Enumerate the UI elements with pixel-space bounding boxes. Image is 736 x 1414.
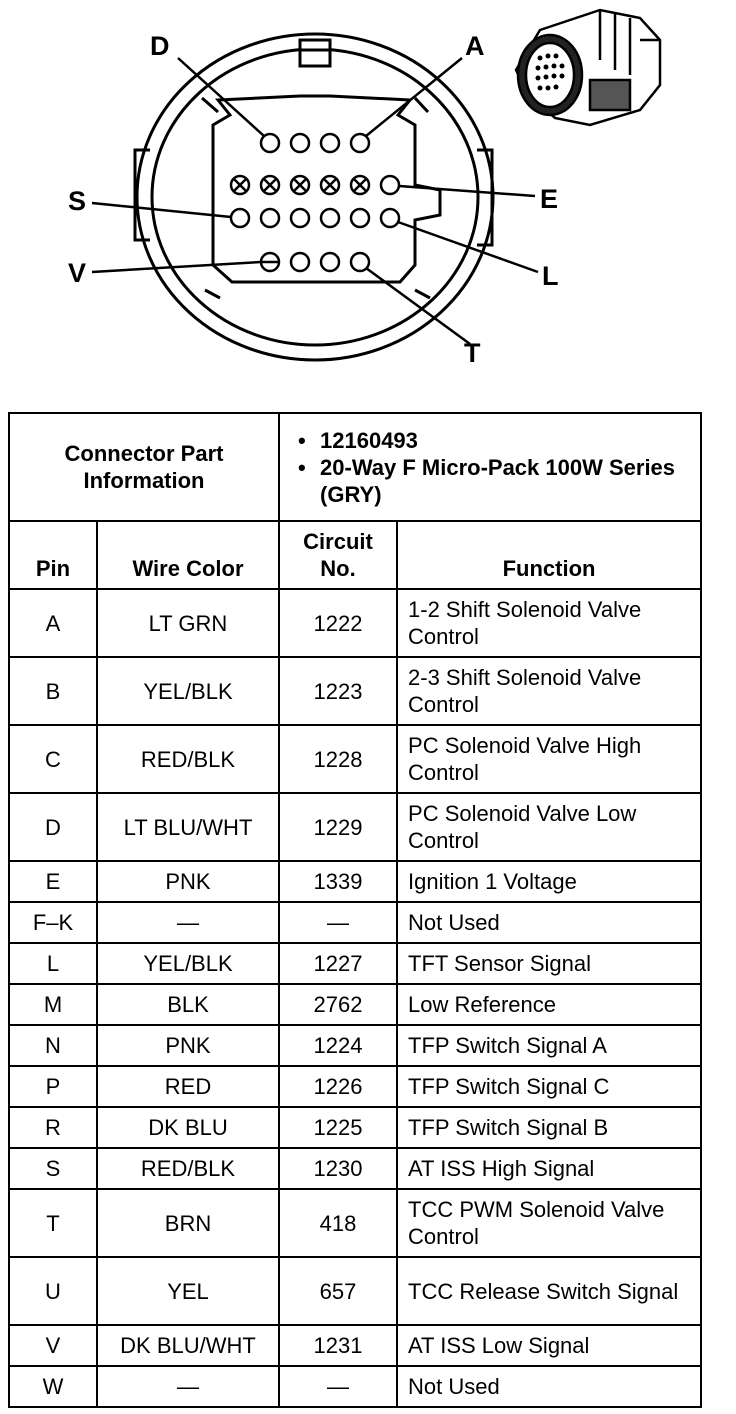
function-cell: AT ISS High Signal (397, 1148, 701, 1189)
pin-cell: B (9, 657, 97, 725)
pin-label-l: L (542, 261, 559, 291)
pin-cavity (321, 134, 339, 152)
function-cell: TCC PWM Solenoid Valve Control (397, 1189, 701, 1257)
pin-cell: M (9, 984, 97, 1025)
table-row (9, 902, 701, 943)
pin-cavity (321, 209, 339, 227)
table-row (9, 984, 701, 1025)
function-cell: PC Solenoid Valve High Control (397, 725, 701, 793)
pin-cavity (381, 176, 399, 194)
pin-cell: R (9, 1107, 97, 1148)
function-cell: 2-3 Shift Solenoid Valve Control (397, 657, 701, 725)
wire-color-cell: LT BLU/WHT (97, 793, 279, 861)
table-row (9, 1148, 701, 1189)
pin-cell: U (9, 1257, 97, 1325)
function-cell: TFP Switch Signal A (397, 1025, 701, 1066)
table-row (9, 1257, 701, 1325)
pin-cavity (231, 209, 249, 227)
table-row (9, 1025, 701, 1066)
connector-latch (300, 40, 330, 66)
pin-label-e: E (540, 184, 559, 214)
table-header-row (9, 521, 701, 589)
function-cell: TFT Sensor Signal (397, 943, 701, 984)
table-row (9, 1107, 701, 1148)
circuit-cell: 1230 (279, 1148, 397, 1189)
pin-cell: N (9, 1025, 97, 1066)
pin-label-v: V (68, 258, 87, 288)
leader-line-l (398, 222, 538, 272)
leader-line-e (399, 186, 535, 196)
pin-cavity (261, 134, 279, 152)
pin-cell: A (9, 589, 97, 657)
wire-color-cell: PNK (97, 1025, 279, 1066)
pin-label-s: S (68, 186, 87, 216)
table-row (9, 943, 701, 984)
table-row (9, 725, 701, 793)
pin-cavity (291, 209, 309, 227)
circuit-cell: — (279, 902, 397, 943)
wire-color-cell: YEL/BLK (97, 943, 279, 984)
wire-color-cell: BRN (97, 1189, 279, 1257)
part-number: • 12160493 (280, 427, 700, 454)
function-cell: TCC Release Switch Signal (397, 1257, 701, 1325)
table-row (9, 1366, 701, 1407)
table-row (9, 1325, 701, 1366)
connector-shell-inner-ring (152, 49, 478, 345)
pin-cell: L (9, 943, 97, 984)
wire-color-cell: DK BLU/WHT (97, 1325, 279, 1366)
pin-label-d: D (150, 31, 170, 61)
pin-cell: V (9, 1325, 97, 1366)
pin-label-a: A (465, 31, 485, 61)
pin-cavity (351, 134, 369, 152)
function-cell: Ignition 1 Voltage (397, 861, 701, 902)
circuit-cell: 1222 (279, 589, 397, 657)
function-cell: PC Solenoid Valve Low Control (397, 793, 701, 861)
pin-cavity (321, 253, 339, 271)
leader-line-v (92, 262, 261, 272)
pin-cavity (291, 134, 309, 152)
plugged-cavity-row (231, 176, 369, 194)
function-cell: AT ISS Low Signal (397, 1325, 701, 1366)
connector-info-heading: Connector Part Information (9, 413, 279, 521)
circuit-cell: 418 (279, 1189, 397, 1257)
pin-cell: W (9, 1366, 97, 1407)
pin-cell: E (9, 861, 97, 902)
wire-color-cell: YEL (97, 1257, 279, 1325)
circuit-cell: 1226 (279, 1066, 397, 1107)
wire-color-cell: RED (97, 1066, 279, 1107)
function-cell: Low Reference (397, 984, 701, 1025)
column-header-circuit: Circuit No. (279, 521, 397, 589)
circuit-cell: 2762 (279, 984, 397, 1025)
table-row (9, 861, 701, 902)
leader-line-s (92, 203, 231, 217)
pin-cavity (291, 253, 309, 271)
pinout-table (8, 412, 702, 1408)
connector-description: • 20-Way F Micro-Pack 100W Series (GRY) (280, 454, 700, 508)
circuit-cell: 1227 (279, 943, 397, 984)
function-cell: Not Used (397, 1366, 701, 1407)
table-row (9, 589, 701, 657)
wire-color-cell: BLK (97, 984, 279, 1025)
function-cell: 1-2 Shift Solenoid Valve Control (397, 589, 701, 657)
wire-color-cell: PNK (97, 861, 279, 902)
connector-face-diagram (0, 0, 736, 380)
circuit-cell: — (279, 1366, 397, 1407)
wire-color-cell: RED/BLK (97, 1148, 279, 1189)
pin-cell: C (9, 725, 97, 793)
table-row (9, 793, 701, 861)
function-cell: Not Used (397, 902, 701, 943)
pin-cavity (381, 209, 399, 227)
wire-color-cell: — (97, 1366, 279, 1407)
wire-color-cell: — (97, 902, 279, 943)
pin-cell: D (9, 793, 97, 861)
connector-info-details (279, 413, 701, 521)
circuit-cell: 1223 (279, 657, 397, 725)
circuit-cell: 1339 (279, 861, 397, 902)
connector-3d-thumbnail (516, 10, 660, 125)
pin-cell: S (9, 1148, 97, 1189)
circuit-cell: 1228 (279, 725, 397, 793)
pin-cell: T (9, 1189, 97, 1257)
circuit-cell: 1231 (279, 1325, 397, 1366)
function-cell: TFP Switch Signal C (397, 1066, 701, 1107)
circuit-cell: 1224 (279, 1025, 397, 1066)
table-row (9, 1189, 701, 1257)
circuit-cell: 657 (279, 1257, 397, 1325)
connector-info-row (9, 413, 701, 521)
column-header-wire-color: Wire Color (97, 521, 279, 589)
pin-cell: F–K (9, 902, 97, 943)
pin-cavity (261, 209, 279, 227)
wire-color-cell: DK BLU (97, 1107, 279, 1148)
column-header-function: Function (397, 521, 701, 589)
pin-label-t: T (464, 338, 481, 368)
function-cell: TFP Switch Signal B (397, 1107, 701, 1148)
column-header-pin: Pin (9, 521, 97, 589)
pin-cell: P (9, 1066, 97, 1107)
circuit-cell: 1229 (279, 793, 397, 861)
table-row (9, 657, 701, 725)
table-row (9, 1066, 701, 1107)
wire-color-cell: YEL/BLK (97, 657, 279, 725)
wire-color-cell: RED/BLK (97, 725, 279, 793)
wire-color-cell: LT GRN (97, 589, 279, 657)
pin-cavity (351, 209, 369, 227)
circuit-cell: 1225 (279, 1107, 397, 1148)
